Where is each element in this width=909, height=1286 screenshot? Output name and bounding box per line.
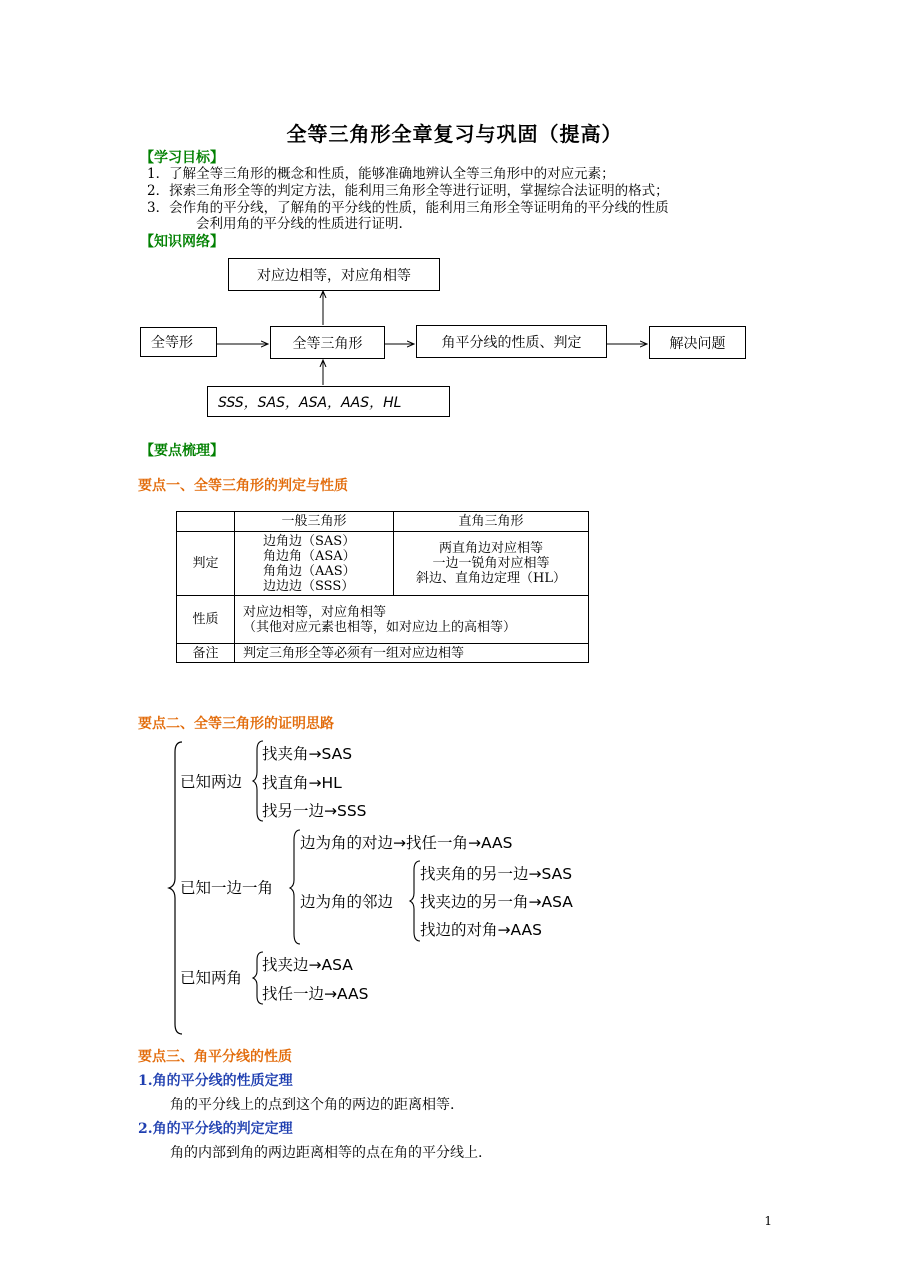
goal-item: 3．会作角的平分线，了解角的平分线的性质，能利用三角形全等证明角的平分线的性质 bbox=[147, 200, 669, 216]
box-corresponding-equal: 对应边相等，对应角相等 bbox=[228, 258, 440, 291]
judge-right-item: 一边一锐角对应相等 bbox=[432, 556, 550, 571]
two-sides-item: 找夹角→SAS bbox=[262, 745, 353, 763]
network-heading: 【知识网络】 bbox=[140, 234, 224, 250]
two-sides-item: 找直角→HL bbox=[262, 774, 342, 792]
adjacent-item: 找边的对角→AAS bbox=[420, 921, 542, 939]
col-right-triangle: 直角三角形 bbox=[394, 512, 589, 532]
point2-heading: 要点二、全等三角形的证明思路 bbox=[138, 716, 334, 732]
known-two-angles: 已知两角 bbox=[180, 969, 243, 987]
box-angle-bisector: 角平分线的性质、判定 bbox=[416, 325, 607, 358]
known-two-sides: 已知两边 bbox=[180, 773, 243, 791]
point1-heading: 要点一、全等三角形的判定与性质 bbox=[138, 478, 348, 494]
note-text: 判定三角形全等必须有一组对应边相等 bbox=[235, 644, 589, 663]
row-property: 性质 bbox=[177, 596, 235, 644]
sub2-heading: 2.角的平分线的判定定理 bbox=[138, 1121, 293, 1137]
summary-heading: 【要点梳理】 bbox=[140, 443, 224, 459]
judge-right-item: 两直角边对应相等 bbox=[438, 541, 543, 556]
two-angles-item: 找任一边→AAS bbox=[262, 985, 369, 1003]
box-congruent-figure: 全等形 bbox=[140, 327, 217, 357]
goal-item: 会利用角的平分线的性质进行证明. bbox=[196, 216, 403, 232]
goal-item: 1．了解全等三角形的概念和性质，能够准确地辨认全等三角形中的对应元素； bbox=[147, 166, 615, 182]
property-text: 对应边相等，对应角相等 bbox=[243, 604, 387, 620]
point3-heading: 要点三、角平分线的性质 bbox=[138, 1049, 292, 1065]
sub1-heading: 1.角的平分线的性质定理 bbox=[138, 1073, 293, 1089]
two-angles-item: 找夹边→ASA bbox=[262, 956, 353, 974]
page-number: 1 bbox=[764, 1214, 772, 1228]
judge-general-item: 边边边（SSS） bbox=[263, 578, 355, 594]
sub2-text: 角的内部到角的两边距离相等的点在角的平分线上. bbox=[170, 1145, 483, 1161]
goals-heading: 【学习目标】 bbox=[140, 150, 224, 166]
row-judge: 判定 bbox=[177, 532, 235, 596]
box-criteria: SSS，SAS，ASA，AAS，HL bbox=[207, 386, 450, 417]
judge-general-item: 角边角（ASA） bbox=[263, 548, 356, 564]
goal-item: 2．探索三角形全等的判定方法，能利用三角形全等进行证明，掌握综合法证明的格式； bbox=[147, 183, 669, 199]
adjacent-item: 找夹边的另一角→ASA bbox=[420, 893, 573, 911]
box-solve-problem: 解决问题 bbox=[649, 326, 746, 359]
known-side-angle: 已知一边一角 bbox=[180, 879, 274, 897]
judge-general-item: 边角边（SAS） bbox=[263, 533, 356, 549]
property-text: （其他对应元素也相等，如对应边上的高相等） bbox=[243, 619, 517, 635]
two-sides-item: 找另一边→SSS bbox=[262, 802, 367, 820]
adjacent-side: 边为角的邻边 bbox=[300, 893, 394, 911]
row-note: 备注 bbox=[177, 644, 235, 663]
sub1-text: 角的平分线上的点到这个角的两边的距离相等. bbox=[170, 1097, 455, 1113]
box-congruent-triangle: 全等三角形 bbox=[270, 326, 385, 359]
judge-right-item: 斜边、直角边定理（HL） bbox=[416, 571, 566, 586]
col-general-triangle: 一般三角形 bbox=[235, 512, 394, 532]
adjacent-item: 找夹角的另一边→SAS bbox=[420, 865, 573, 883]
page-title: 全等三角形全章复习与巩固（提高） bbox=[286, 122, 623, 146]
judge-general-item: 角角边（AAS） bbox=[263, 563, 356, 579]
opposite-side-item: 边为角的对边→找任一角→AAS bbox=[300, 834, 513, 852]
